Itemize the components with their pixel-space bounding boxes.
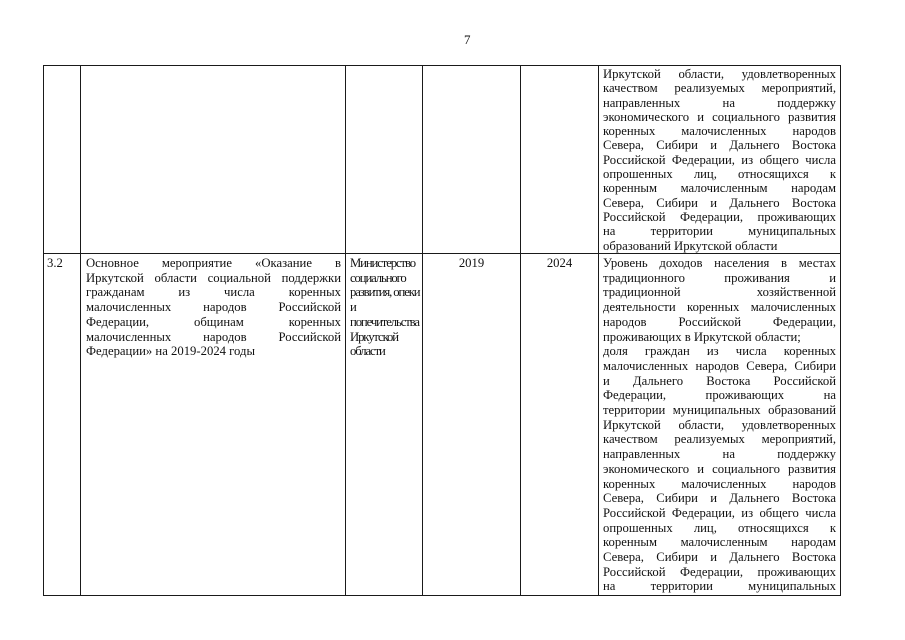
text-line: Иркутской области, удовлетворенных <box>603 417 836 432</box>
text-line: Основное мероприятие «Оказание в <box>86 256 341 270</box>
text-line: Севера, Сибири и Дальнего Востока <box>603 138 836 153</box>
text-line: традиционного проживания и <box>603 270 836 285</box>
row-number-cell <box>44 66 81 254</box>
text-line: доля граждан из числа коренных <box>603 344 836 359</box>
text-line: Севера, Сибири и Дальнего Востока <box>603 550 836 565</box>
text-line: Российской Федерации, проживающих <box>603 564 836 579</box>
text-line: экономического и социального развития <box>603 109 836 124</box>
text-line: попечительства <box>350 314 419 329</box>
text-line: коренным малочисленным народам <box>603 181 836 196</box>
text-line: и Дальнего Востока Российской <box>603 373 836 388</box>
text-line: коренных малочисленных народов <box>603 476 836 491</box>
text-line: на территории муниципальных <box>603 224 836 239</box>
text-line: на территории муниципальных <box>603 579 836 594</box>
text-line: направленных на поддержку <box>603 95 836 110</box>
text-line: Иркутской <box>350 329 398 344</box>
page-number: 7 <box>464 32 471 47</box>
text-line: социального <box>350 270 406 285</box>
end-year-cell <box>521 66 599 254</box>
text-line: качеством реализуемых мероприятий, <box>603 432 836 447</box>
text-line: Федерации» на 2019-2024 годы <box>86 344 256 359</box>
text-line: малочисленных народов Российской <box>86 300 341 315</box>
text-line: Федерации, проживающих на <box>603 388 836 403</box>
text-line: Севера, Сибири и Дальнего Востока <box>603 195 836 210</box>
text-line: Уровень доходов населения в местах <box>603 256 836 270</box>
activity-text <box>86 256 341 359</box>
start-year-cell <box>423 66 521 254</box>
text-line: опрошенных лиц, относящихся к <box>603 167 836 182</box>
text-line: Севера, Сибири и Дальнего Востока <box>603 491 836 506</box>
indicator-cell <box>599 254 841 596</box>
text-line: коренным малочисленным народам <box>603 535 836 550</box>
row-number: 3.2 <box>47 256 63 270</box>
activity-cell <box>81 254 346 596</box>
indicator-cell <box>599 66 841 254</box>
row-number-cell <box>44 254 81 596</box>
text-line: традиционной хозяйственной <box>603 285 836 300</box>
text-line: Иркутской области социальной поддержки <box>86 270 341 285</box>
text-line: экономического и социального развития <box>603 461 836 476</box>
table-row <box>44 66 841 254</box>
text-line: Российской Федерации, проживающих <box>603 209 836 224</box>
text-line: и <box>350 300 356 315</box>
text-line: народов Российской Федерации, <box>603 314 836 329</box>
activity-cell <box>81 66 346 254</box>
text-line: малочисленных народов Российской <box>86 329 341 344</box>
executor-cell <box>346 254 423 596</box>
text-line: образований Иркутской области <box>603 238 778 253</box>
text-line: Иркутской области, удовлетворенных <box>603 67 836 81</box>
text-line: проживающих в Иркутской области; <box>603 329 801 344</box>
table-row <box>44 254 841 596</box>
text-line: качеством реализуемых мероприятий, <box>603 81 836 96</box>
text-line: гражданам из числа коренных <box>86 285 341 300</box>
text-line: Российской Федерации, из общего числа <box>603 152 836 167</box>
table-body <box>44 66 841 596</box>
end-year-cell <box>521 254 599 596</box>
text-line: Российской Федерации, из общего числа <box>603 505 836 520</box>
indicator-text <box>603 256 836 594</box>
executor-cell <box>346 66 423 254</box>
text-line: территории муниципальных образований <box>603 403 836 418</box>
text-line: малочисленных народов Севера, Сибири <box>603 358 836 373</box>
text-line: направленных на поддержку <box>603 447 836 462</box>
program-table <box>43 65 841 596</box>
text-line: Министерство <box>350 256 416 270</box>
text-line: коренных малочисленных народов <box>603 124 836 139</box>
executor-text <box>350 256 418 359</box>
start-year: 2019 <box>458 256 485 270</box>
start-year-cell <box>423 254 521 596</box>
text-line: развития, опеки <box>350 285 420 300</box>
text-line: Федерации, общинам коренных <box>86 314 341 329</box>
text-line: опрошенных лиц, относящихся к <box>603 520 836 535</box>
end-year: 2024 <box>546 256 573 270</box>
indicator-text <box>603 67 836 253</box>
text-line: деятельности коренных малочисленных <box>603 300 836 315</box>
text-line: области <box>350 344 385 359</box>
